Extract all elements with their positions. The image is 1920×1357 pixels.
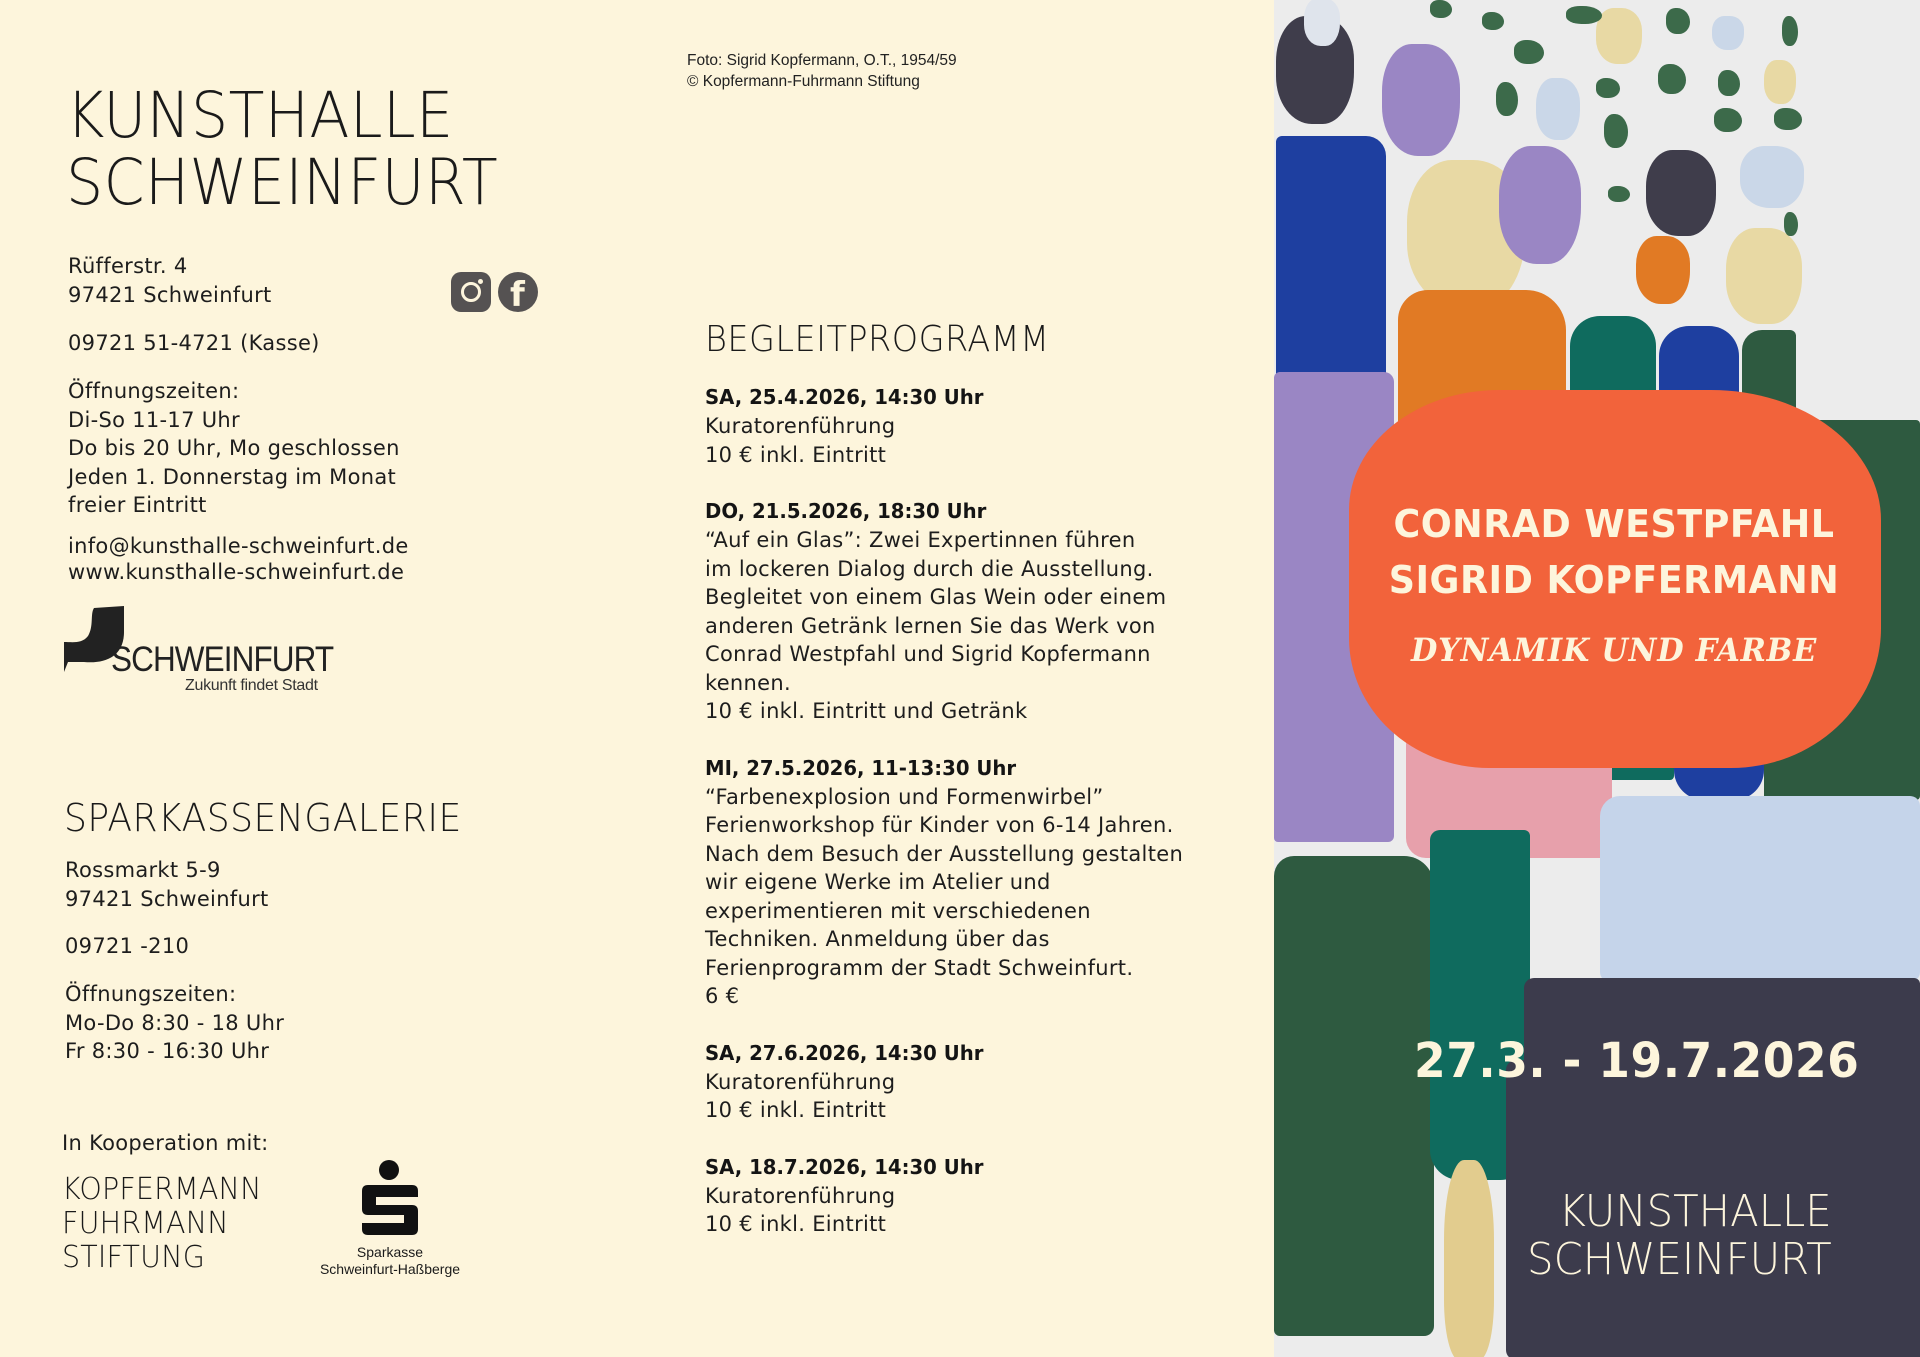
event-item: MI, 27.5.2026, 11-13:30 Uhr “Farbenexplosion und Formenwirbel” Ferienworkshop für Kinder von 6-14 Jahren. Nach dem Besuch der Ausstellung gestalten wir eigene Werke im Atelier und experimentieren mit verschiedenen Techniken. Anmeldung über das Ferienprogramm der Stadt Schweinfurt. 6 € (705, 754, 1225, 1011)
sparkasse-logo (290, 1160, 490, 1285)
exhibition-subtitle: DYNAMIK UND FARBE (1410, 631, 1818, 669)
website-link[interactable]: www.kunsthalle-schweinfurt.de (68, 560, 405, 584)
program-title: BEGLEITPROGRAMM (705, 319, 1050, 360)
sparkasse-label: Sparkasse Schweinfurt-Haßberge (319, 1244, 461, 1277)
exhibition-poster (1274, 0, 1920, 1357)
sparkassengalerie-address: Rossmarkt 5-9 97421 Schweinfurt (65, 858, 269, 911)
event-item: SA, 18.7.2026, 14:30 Uhr Kuratorenführung 10 € inkl. Eintritt (705, 1153, 1225, 1239)
event-item: SA, 25.4.2026, 14:30 Uhr Kuratorenführung 10 € inkl. Eintritt (705, 383, 1225, 469)
facebook-icon[interactable]: f (498, 272, 538, 312)
event-item: DO, 21.5.2026, 18:30 Uhr “Auf ein Glas”: Zwei Expertinnen führen im lockeren Dialog durch die Ausstellung. Begleitet von einem Glas Wein oder einem anderen Getränk lernen Sie das Werk von Conrad Westpfahl und Sigrid Kopfermann kennen. 10 € inkl. Eintritt und Getränk (705, 497, 1225, 726)
event-date: SA, 27.6.2026, 14:30 Uhr (705, 1040, 984, 1065)
poster-venue: KUNSTHALLE SCHWEINFURT (1527, 1186, 1832, 1285)
exhibition-dates: 27.3. - 19.7.2026 (1414, 1033, 1860, 1089)
kopfermann-fuhrmann-stiftung-logo: KOPFERMANN FUHRMANN STIFTUNG (62, 1172, 262, 1275)
artist-names: CONRAD WESTPFAHL SIGRID KOPFERMANN (1388, 502, 1840, 602)
event-date: DO, 21.5.2026, 18:30 Uhr (705, 499, 987, 523)
email-link[interactable]: info@kunsthalle-schweinfurt.de (68, 534, 409, 558)
schweinfurt-city-logo: SCHWEINFURT Zukunft findet Stadt (64, 606, 354, 696)
kunsthalle-phone[interactable]: 09721 51-4721 (Kasse) (68, 331, 320, 355)
sparkassengalerie-title: SPARKASSENGALERIE (64, 796, 462, 840)
instagram-icon[interactable] (451, 272, 491, 312)
cooperation-label: In Kooperation mit: (62, 1131, 269, 1155)
kunsthalle-title: KUNSTHALLE SCHWEINFURT (66, 79, 499, 219)
event-item: SA, 27.6.2026, 14:30 Uhr Kuratorenführung 10 € inkl. Eintritt (705, 1039, 1225, 1125)
event-date: MI, 27.5.2026, 11-13:30 Uhr (705, 755, 1017, 780)
kunsthalle-contact (68, 533, 409, 585)
event-date: SA, 18.7.2026, 14:30 Uhr (705, 1154, 984, 1179)
sparkassengalerie-phone[interactable]: 09721 -210 (65, 934, 190, 958)
sparkasse-icon (360, 1160, 420, 1240)
photo-credit: Foto: Sigrid Kopfermann, O.T., 1954/59 © Kopfermann-Fuhrmann Stiftung (687, 52, 957, 90)
kunsthalle-opening-hours: Öffnungszeiten: Di-So 11-17 Uhr Do bis 20 Uhr, Mo geschlossen Jeden 1. Donnerstag im Monat freier Eintritt (68, 379, 400, 517)
sparkassengalerie-opening-hours: Öffnungszeiten: Mo-Do 8:30 - 18 Uhr Fr 8:30 - 16:30 Uhr (65, 982, 285, 1063)
program-event-list (705, 383, 1225, 1267)
event-date: SA, 25.4.2026, 14:30 Uhr (705, 385, 984, 409)
kunsthalle-address: Rüfferstr. 4 97421 Schweinfurt (68, 254, 272, 307)
